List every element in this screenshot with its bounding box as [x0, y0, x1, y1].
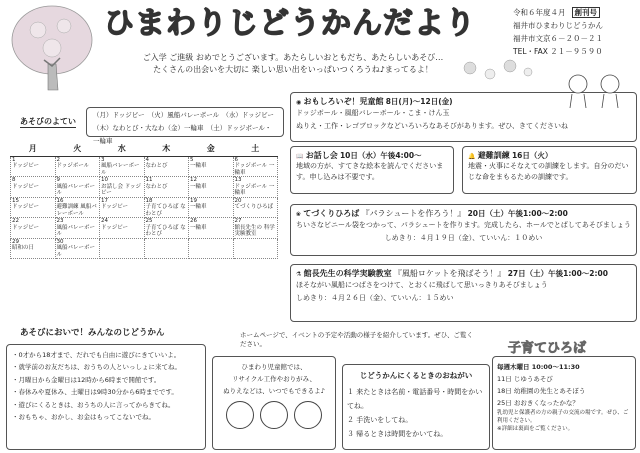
- homepage-note: ホームページで、イベントの予定や活動の様子を紹介しています。ぜひ、ご覧ください。: [240, 331, 473, 348]
- calendar-day-activity: ドッジボール 一輪車: [234, 163, 275, 176]
- calendar-day-cell: [233, 218, 278, 239]
- calendar-day-number: 18: [145, 197, 153, 204]
- calendar-week-row: [11, 156, 278, 177]
- calendar-day-activity: 一輪車: [190, 224, 207, 231]
- calendar-day-activity: 風船バレーボール: [56, 183, 96, 197]
- calendar-day-cell: [100, 177, 145, 198]
- calendar-day-number: 25: [145, 218, 153, 225]
- event-body: ぬりえ・工作・レゴブロックなどいろいろなあそびがあります。ぜひ、きてくださいね: [296, 122, 569, 130]
- bell-icon: 🔔: [468, 153, 476, 160]
- calendar-day-cell: [55, 238, 100, 259]
- activities-line: リサイクル工作やおりがみ、: [232, 375, 316, 383]
- calendar-day-number: 9: [56, 177, 60, 184]
- rules-box: [6, 344, 206, 450]
- calendar-day-activity: 一輪車: [190, 183, 207, 190]
- calendar-day-cell: [55, 218, 100, 239]
- calendar-day-number: 11: [145, 177, 153, 184]
- calendar-day-number: 4: [145, 156, 149, 163]
- event-science-class: [290, 264, 637, 322]
- greeting-line: ご入学 ご進級 おめでとうございます。あたらしいおともだち、あたらしいあそび…: [142, 53, 444, 62]
- play-schedule-row: （木）なわとび・大なわ（金）一輪車 （土）ドッジボール・一輪車: [93, 124, 272, 145]
- bullet-icon: ◉: [296, 99, 302, 106]
- calendar-day-cell: [144, 218, 189, 239]
- rule-item: ・遊びにくるときは、おうちの人に言ってからきてね。: [12, 400, 175, 409]
- calendar-day-activity: お話し会 ドッジビー: [101, 183, 142, 197]
- calendar-day-cell: [144, 177, 189, 198]
- calendar-day-number: 30: [56, 238, 64, 245]
- calendar-day-number: 12: [190, 177, 197, 184]
- request-item: ３ 帰るときは時間をかいてね。: [347, 430, 448, 438]
- schedule-note: ※詳細は裏面をご覧ください。: [497, 426, 574, 432]
- event-title: 館長先生の科学実験教室: [303, 269, 392, 278]
- calendar-day-cell: [144, 156, 189, 177]
- calendar-day-cell: [233, 197, 278, 218]
- event-date: 8日(月)～12日(金): [385, 97, 453, 106]
- activities-line: ひまわり児童館では、: [241, 363, 307, 371]
- calendar-day-cell: [144, 197, 189, 218]
- greeting: [128, 52, 458, 76]
- calendar-day-activity: なわとび: [145, 163, 168, 169]
- calendar-day-activity: 子育てひろば なわとび: [145, 224, 186, 238]
- event-date: 10日（水）午後4:00～: [339, 151, 422, 160]
- kosodate-label: 子育てひろば: [508, 341, 587, 356]
- rule-item: ・春休みや夏休み、土曜日は9時30分から6時までです。: [12, 388, 178, 397]
- rule-item: ・0才から18才まで、だれでも自由に遊びにきていいよ。: [12, 351, 181, 359]
- calendar-day-number: 19: [190, 197, 197, 204]
- calendar-day-cell: [189, 218, 234, 239]
- calendar-day-activity: てづくりひろば: [234, 204, 274, 211]
- calendar-week-row: [11, 197, 278, 218]
- event-deadline: しめきり：４月２６日（金）、ていいん：１５めい: [296, 294, 454, 302]
- calendar-day-number: 13: [234, 177, 242, 184]
- event-title: お話し会: [305, 151, 338, 160]
- event-subtitle: 『パラシュートを作ろう！』: [361, 209, 466, 218]
- calendar-day-activity: ドッジビー: [12, 224, 40, 231]
- calendar-day-cell: [11, 238, 56, 259]
- kids-illustration: [217, 397, 331, 433]
- event-date: 20日（土）午後1:00～2:00: [467, 209, 568, 218]
- event-evacuation-drill: [462, 146, 637, 194]
- calendar-day-number: 22: [12, 218, 19, 225]
- calendar-day-number: 20: [234, 197, 242, 204]
- schedule-item: 25日 おおきくなったかな？: [497, 399, 579, 407]
- event-subtitle: 『風船ロケットを飛ばそう！』: [393, 269, 506, 278]
- greeting-line: たくさんの出会いを大切に 楽しい思い出をいっぱいつくろうね♪まってるよ！: [153, 65, 433, 74]
- calendar-weekday-header: 土: [233, 142, 278, 156]
- calendar-weekday-header: 火: [55, 142, 100, 156]
- calendar-day-number: 8: [12, 177, 16, 184]
- schedule-item: 11日 じゆうあそび: [497, 375, 553, 383]
- calendar-week-row: [11, 218, 278, 239]
- event-body: ドッジボール・風船バレーボール・こま・けん玉: [296, 109, 450, 117]
- calendar-day-cell: [189, 156, 234, 177]
- event-body: 地震・火事にそなえての訓練をします。自分のだいじな命をまもるための訓練です。: [468, 162, 629, 181]
- calendar-day-number: 26: [190, 218, 197, 225]
- calendar-day-number: 23: [56, 218, 64, 225]
- calendar-day-activity: 一輪車: [190, 204, 207, 211]
- calendar-day-cell: [55, 156, 100, 177]
- calendar-day-activity: ドッジビー: [12, 163, 40, 169]
- event-body: ほそながい風船につばさをつけて、とおくに飛ばして思いっきりあそびましょう: [296, 281, 548, 289]
- calendar-weekday-header: 水: [100, 142, 145, 156]
- calendar-day-number: 2: [56, 156, 60, 163]
- rule-item: ・就学前のお友だちは、おうちの人といっしょに来てね。: [12, 363, 181, 372]
- calendar-day-cell: [11, 177, 56, 198]
- event-story-time: [290, 146, 454, 194]
- calendar-week-row: [11, 177, 278, 198]
- issue-badge: 創刊号: [572, 7, 601, 18]
- event-craft-plaza: [290, 204, 637, 256]
- calendar-day-cell: [100, 156, 145, 177]
- star-icon: ❀: [296, 211, 302, 218]
- calendar-day-cell: [189, 177, 234, 198]
- request-title: じどうかんにくるときのおねがい: [359, 371, 473, 380]
- calendar-day-activity: ドッジビー: [101, 204, 129, 211]
- schedule-title: 毎週木曜日 10:00～11:30: [497, 363, 580, 371]
- newsletter-info: [513, 6, 635, 58]
- calendar-day-cell: [55, 177, 100, 198]
- event-body: ちいさなビニール袋をつかって、パラシュートを作ります。完成したら、ホールでとばしてあそびましょう: [296, 221, 631, 229]
- play-schedule-label: あそびのよてい: [20, 117, 76, 126]
- event-title: 避難訓練: [477, 151, 510, 160]
- schedule-item: 18日 幼稚園の先生とあそぼう: [497, 387, 586, 395]
- calendar-day-cell: [144, 238, 189, 259]
- rule-item: ・月曜日から金曜日は12時から6時まで開館です。: [12, 375, 161, 384]
- activities-box: [212, 356, 336, 450]
- calendar-day-activity: ドッジボール 一輪車: [234, 183, 275, 197]
- calendar-day-cell: [100, 197, 145, 218]
- calendar-day-cell: [233, 156, 278, 177]
- event-deadline: しめきり：４月１９日（金）、ていいん：１０めい: [384, 234, 543, 242]
- calendar-day-cell: [55, 197, 100, 218]
- play-schedule-box: [86, 107, 284, 145]
- calendar-day-activity: 昭和の日: [12, 245, 35, 252]
- child-icon: [226, 401, 254, 429]
- calendar-day-activity: ドッジボール: [56, 163, 90, 169]
- calendar-day-number: 5: [190, 156, 194, 163]
- calendar-day-activity: 避難訓練 風船バレーボール: [56, 204, 97, 217]
- rule-item: ・おもちゃ、おかし、お金はもってこないでね。: [12, 413, 155, 422]
- calendar-weekday-header: 木: [144, 142, 189, 156]
- play-schedule-row: （月）ドッジビー （火）風船バレーボール （水）ドッジビー: [93, 111, 274, 119]
- monthly-calendar: [10, 142, 278, 259]
- flower-decoration-icon: [456, 56, 536, 86]
- calendar-day-cell: [100, 238, 145, 259]
- center-phone: TEL・FAX ２１－９５９０: [513, 47, 603, 56]
- calendar-weekday-header: 金: [189, 142, 234, 156]
- calendar-day-cell: [233, 238, 278, 259]
- calendar-day-number: 3: [101, 156, 105, 163]
- calendar-day-number: 24: [101, 218, 108, 225]
- calendar-day-activity: 風船バレーボール: [101, 163, 140, 176]
- calendar-day-cell: [189, 238, 234, 259]
- calendar-day-cell: [11, 156, 56, 177]
- activities-line: ぬりえなどは、いつでもできるよ♪: [223, 387, 325, 395]
- event-title: てづくりひろば: [303, 209, 360, 218]
- calendar-day-activity: 子育てひろば なわとび: [145, 204, 186, 217]
- book-icon: 📖: [296, 153, 304, 160]
- request-item: １ 来たときは名前・電話番号・時間をかいてね。: [347, 388, 483, 410]
- bottom-heading: あそびにおいで！みんなのじどうかん: [20, 328, 165, 338]
- calendar-day-activity: 風船バレーボール: [56, 245, 96, 258]
- calendar-day-activity: ドッジビー: [101, 224, 129, 231]
- calendar-day-activity: ドッジビー: [12, 183, 40, 190]
- event-body: 地域の方が、すてきな絵本を読んでくださいます。申し込みは不要です。: [296, 162, 444, 181]
- calendar-day-activity: 館長先生の 科学実験教室: [234, 224, 275, 238]
- tree-illustration: [8, 4, 96, 94]
- child-icon: [294, 401, 322, 429]
- event-title: おもしろいぞ！児童館: [303, 97, 384, 106]
- event-date: 27日（土）午後1:00～2:00: [507, 269, 608, 278]
- calendar-day-cell: [100, 218, 145, 239]
- calendar-day-activity: 一輪車: [190, 163, 207, 169]
- issue-date: 令和６年度４月: [513, 8, 566, 17]
- calendar-day-activity: なわとび: [145, 183, 168, 190]
- calendar-day-number: 29: [12, 238, 19, 245]
- calendar-day-number: 10: [101, 177, 108, 184]
- child-icon: [260, 401, 288, 429]
- schedule-note: 乳幼児と保護者の方の親子の交流の場です。ぜひ、ご利用ください。: [497, 410, 629, 424]
- calendar-day-number: 6: [234, 156, 238, 163]
- center-name: 福井市ひまわりじどうかん: [513, 21, 603, 30]
- kosodate-schedule: [492, 356, 636, 450]
- event-date: 16日（火）: [511, 151, 553, 160]
- calendar-day-activity: 風船バレーボール: [56, 224, 96, 238]
- calendar-day-number: 15: [12, 197, 19, 204]
- calendar-week-row: [11, 238, 278, 259]
- children-illustration: [560, 70, 630, 110]
- calendar-day-cell: [233, 177, 278, 198]
- calendar-day-number: 27: [234, 218, 242, 225]
- request-item: ２ 手洗いをしてね。: [347, 416, 413, 424]
- calendar-day-cell: [189, 197, 234, 218]
- request-box: [342, 364, 490, 450]
- newsletter-title: ひまわりじどうかんだより: [104, 6, 476, 41]
- calendar-day-number: 1: [12, 156, 16, 163]
- flask-icon: ⚗: [296, 271, 302, 278]
- center-address: 福井市文京６－２０－２１: [513, 34, 603, 43]
- calendar-day-cell: [11, 218, 56, 239]
- calendar-day-number: 16: [56, 197, 64, 204]
- calendar-day-number: 17: [101, 197, 108, 204]
- calendar-day-cell: [11, 197, 56, 218]
- calendar-day-activity: ドッジビー: [12, 204, 40, 211]
- calendar-weekday-header: 月: [11, 142, 56, 156]
